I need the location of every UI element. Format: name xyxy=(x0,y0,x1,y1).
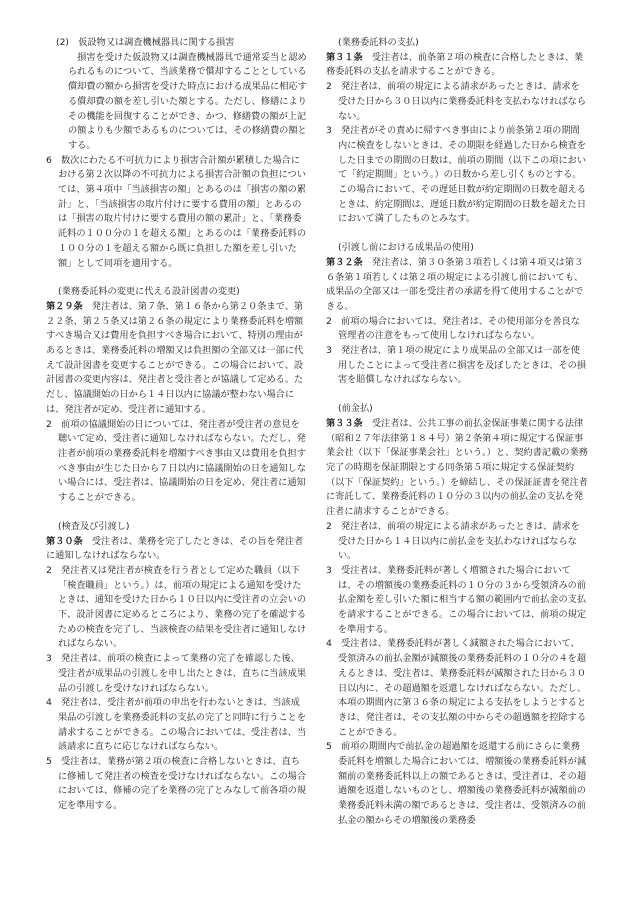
article-33-paragraph-4: 4 受注者は、業務委託料が著しく減額された場合において、受領済みの前払金額が減額後の業務委託料の１０分の４を超えるときは、受注者は、業務委託料が減額された日から３０日以内に、その超過額を返還しなければならない。ただし、本項の期間内に第３６条の規定による支払をしようとするときは、発注者は、その支払額の中からその超過額を控除することができる。 xyxy=(326,638,587,738)
article-29-text: 発注者は、第７条、第１６条から第２０条まで、第２２条、第２５条又は第２６条の規定により業務委託料を増額すべき場合又は費用を負担すべき場合において、特別の理由があるときは、業務委託料の増額又は負担額の全部又は一部に代えて設計図書を変更することができる。この場合において、設計図書の変更内容は、発注者と受注者とが協議して定める。ただし、協議開始の日から１４日以内に協議が整わない場合には、発注者が定め、受注者に通知する。 xyxy=(46,300,304,415)
article-29-paragraph-2: 2 前項の協議開始の日については、発注者が受注者の意見を聴いて定め、受注者に通知しなければならない。ただし、発注者が前項の業務委託料を増額すべき事由又は費用を負担すべき事由が生じた日から７日以内に協議開始の日を通知しない場合には、受注者は、協議開始の日を定め、発注者に通知することができる。 xyxy=(46,418,307,504)
right-column xyxy=(326,36,588,829)
article-30-text: 受注者は、業務を完了したときは、その旨を発注者に通知しなければならない。 xyxy=(46,535,304,562)
article-31-text: 受注者は、前条第２項の検査に合格したときは、業務委託料の支払を請求することができる。 xyxy=(326,51,584,78)
article-31-number: 第３１条 xyxy=(326,51,363,63)
item-2-body: 損害を受けた仮設物又は調査機械器具で通常妥当と認められるものについて、当該業務で償却することとしている償却費の額から損害を受けた時点における成果品に相応する償却費の額を差し引いた額とする。ただし、修繕によりその機能を回復することができ、かつ、修繕費の額が上記の額よりも少額であるものについては、その修繕費の額とする。 xyxy=(68,51,307,151)
article-33-paragraph-3: 3 受注者は、業務委託料が著しく増額された場合においては、その増額後の業務委託料の１０分の３から受領済みの前払金額を差し引いた額に相当する額の範囲内で前払金の支払を請求することができる。この場合においては、前項の規定を準用する。 xyxy=(326,564,587,635)
article-30-paragraph-4: 4 発注者は、受注者が前項の申出を行わないときは、当該成果品の引渡しを業務委託料の支払の完了と同時に行うことを請求することができる。この場合においては、受注者は、当該請求に直ちに応じなければならない。 xyxy=(46,697,307,753)
article-30 xyxy=(46,535,308,564)
article-32-paragraph-3: 3 発注者は、第１項の規定により成果品の全部又は一部を使用したことによって受注者に損害を及ぼしたときは、その損害を賠償しなければならない。 xyxy=(326,345,587,386)
article-29-number: 第２９条 xyxy=(46,300,83,312)
article-33-paragraph-5: 5 前項の期間内で前払金の超過額を返還する前にさらに業務委託料を増額した場合においては、増額後の業務委託料が減額前の業務委託料以上の額であるときは、受注者は、その超過額を返還しないものとし、増額後の業務委託料が減額前の業務委託料未満の額であるときは、受注者は、受領済みの前払金の額からその増額後の業務委 xyxy=(326,741,587,826)
left-column xyxy=(46,36,308,814)
article-29-caption: (業務委託料の変更に代える設計図書の変更) xyxy=(58,286,240,298)
article-29 xyxy=(46,300,308,418)
article-31-caption: (業務委託料の支払) xyxy=(338,37,419,48)
article-32-caption: (引渡し前における成果品の使用) xyxy=(338,242,474,254)
article-31-paragraph-3: 3 発注者がその責めに帰すべき事由により前条第２項の期間内に検査をしないときは、その期限を経過した日から検査をした日までの期間の日数は、前項の期間（以下この項において「約定期間」という。）の日数から差し引くものとする。この場合において、その遅延日数が約定期間の日数を超えるときは、約定期間は、遅延日数が約定期間の日数を超えた日において満了したものとみなす。 xyxy=(326,125,587,225)
article-30-paragraph-2: 2 発注者又は発注者が検査を行う者として定めた職員（以下「検査職員」という。）は、前項の規定による通知を受けたときは、通知を受けた日から１０日以内に受注者の立会いの下、設計図書に定めるところにより、業務の完了を確認するための検査を完了し、当該検査の結果を受注者に通知しなければならない。 xyxy=(46,564,307,650)
article-32-number: 第３２条 xyxy=(326,256,363,268)
article-33-caption: (前金払) xyxy=(338,403,373,415)
article-33 xyxy=(326,417,588,520)
article-30-paragraph-5: 5 受注者は、業務が第２項の検査に合格しないときは、直ちに修補して発注者の検査を受けなければならない。この場合においては、修補の完了を業務の完了とみなして前各項の規定を準用する。 xyxy=(46,756,307,812)
item-2-heading: (2) 仮設物又は調査機械器具に関する損害 xyxy=(56,37,235,48)
article-33-number: 第３３条 xyxy=(326,417,363,429)
article-30-number: 第３０条 xyxy=(46,535,83,547)
article-31-paragraph-2: 2 発注者は、前項の規定による請求があったときは、請求を受けた日から３０日以内に業務委託料を支払わなければならない。 xyxy=(326,81,587,122)
article-32-paragraph-2: 2 前項の場合においては、発注者は、その使用部分を善良な管理者の注意をもって使用しなければならない。 xyxy=(326,315,580,342)
article-31 xyxy=(326,51,588,80)
article-33-text: 受注者は、公共工事の前払金保証事業に関する法律（昭和２７年法律第１８４号）第２条第４項に規定する保証事業会社（以下「保証事業会社」という。）と、契約書記載の業務完了の時期を保証期限とする同条第５項に規定する保証契約（以下「保証契約」という。）を締結し、その保証証書を発注者に寄託して、業務委託料の１０分の３以内の前払金の支払を発注者に請求することができる。 xyxy=(326,417,588,518)
paragraph-6: 6 数次にわたる不可抗力により損害合計額が累積した場合における第２次以降の不可抗力による損害合計額の負担については、第４項中「当該損害の額」とあるのは「損害の額の累計」と、「当該損害の取片付けに要する費用の額」とあるのは「損害の取片付けに要する費用の額の累計」と、「業務委託料の１００分の１を超える額」とあるのは「業務委託料の１００分の１を超える額から既に負担した額を差し引いた額」として同項を適用する。 xyxy=(46,154,307,269)
article-32-text: 発注者は、第３０条第３項若しくは第４項又は第３６条第１項若しくは第２項の規定による引渡し前においても、成果品の全部又は一部を受注者の承諾を得て使用することができる。 xyxy=(326,256,584,312)
article-30-paragraph-3: 3 発注者は、前項の検査によって業務の完了を確認した後、受注者が成果品の引渡しを申し出たときは、直ちに当該成果品の引渡しを受けなければならない。 xyxy=(46,653,307,694)
article-32 xyxy=(326,256,588,315)
article-30-caption: (検査及び引渡し) xyxy=(58,520,130,532)
article-33-paragraph-2: 2 発注者は、前項の規定による請求があったときは、請求を受けた日から１４日以内に前払金を支払わなければならない。 xyxy=(326,520,580,562)
